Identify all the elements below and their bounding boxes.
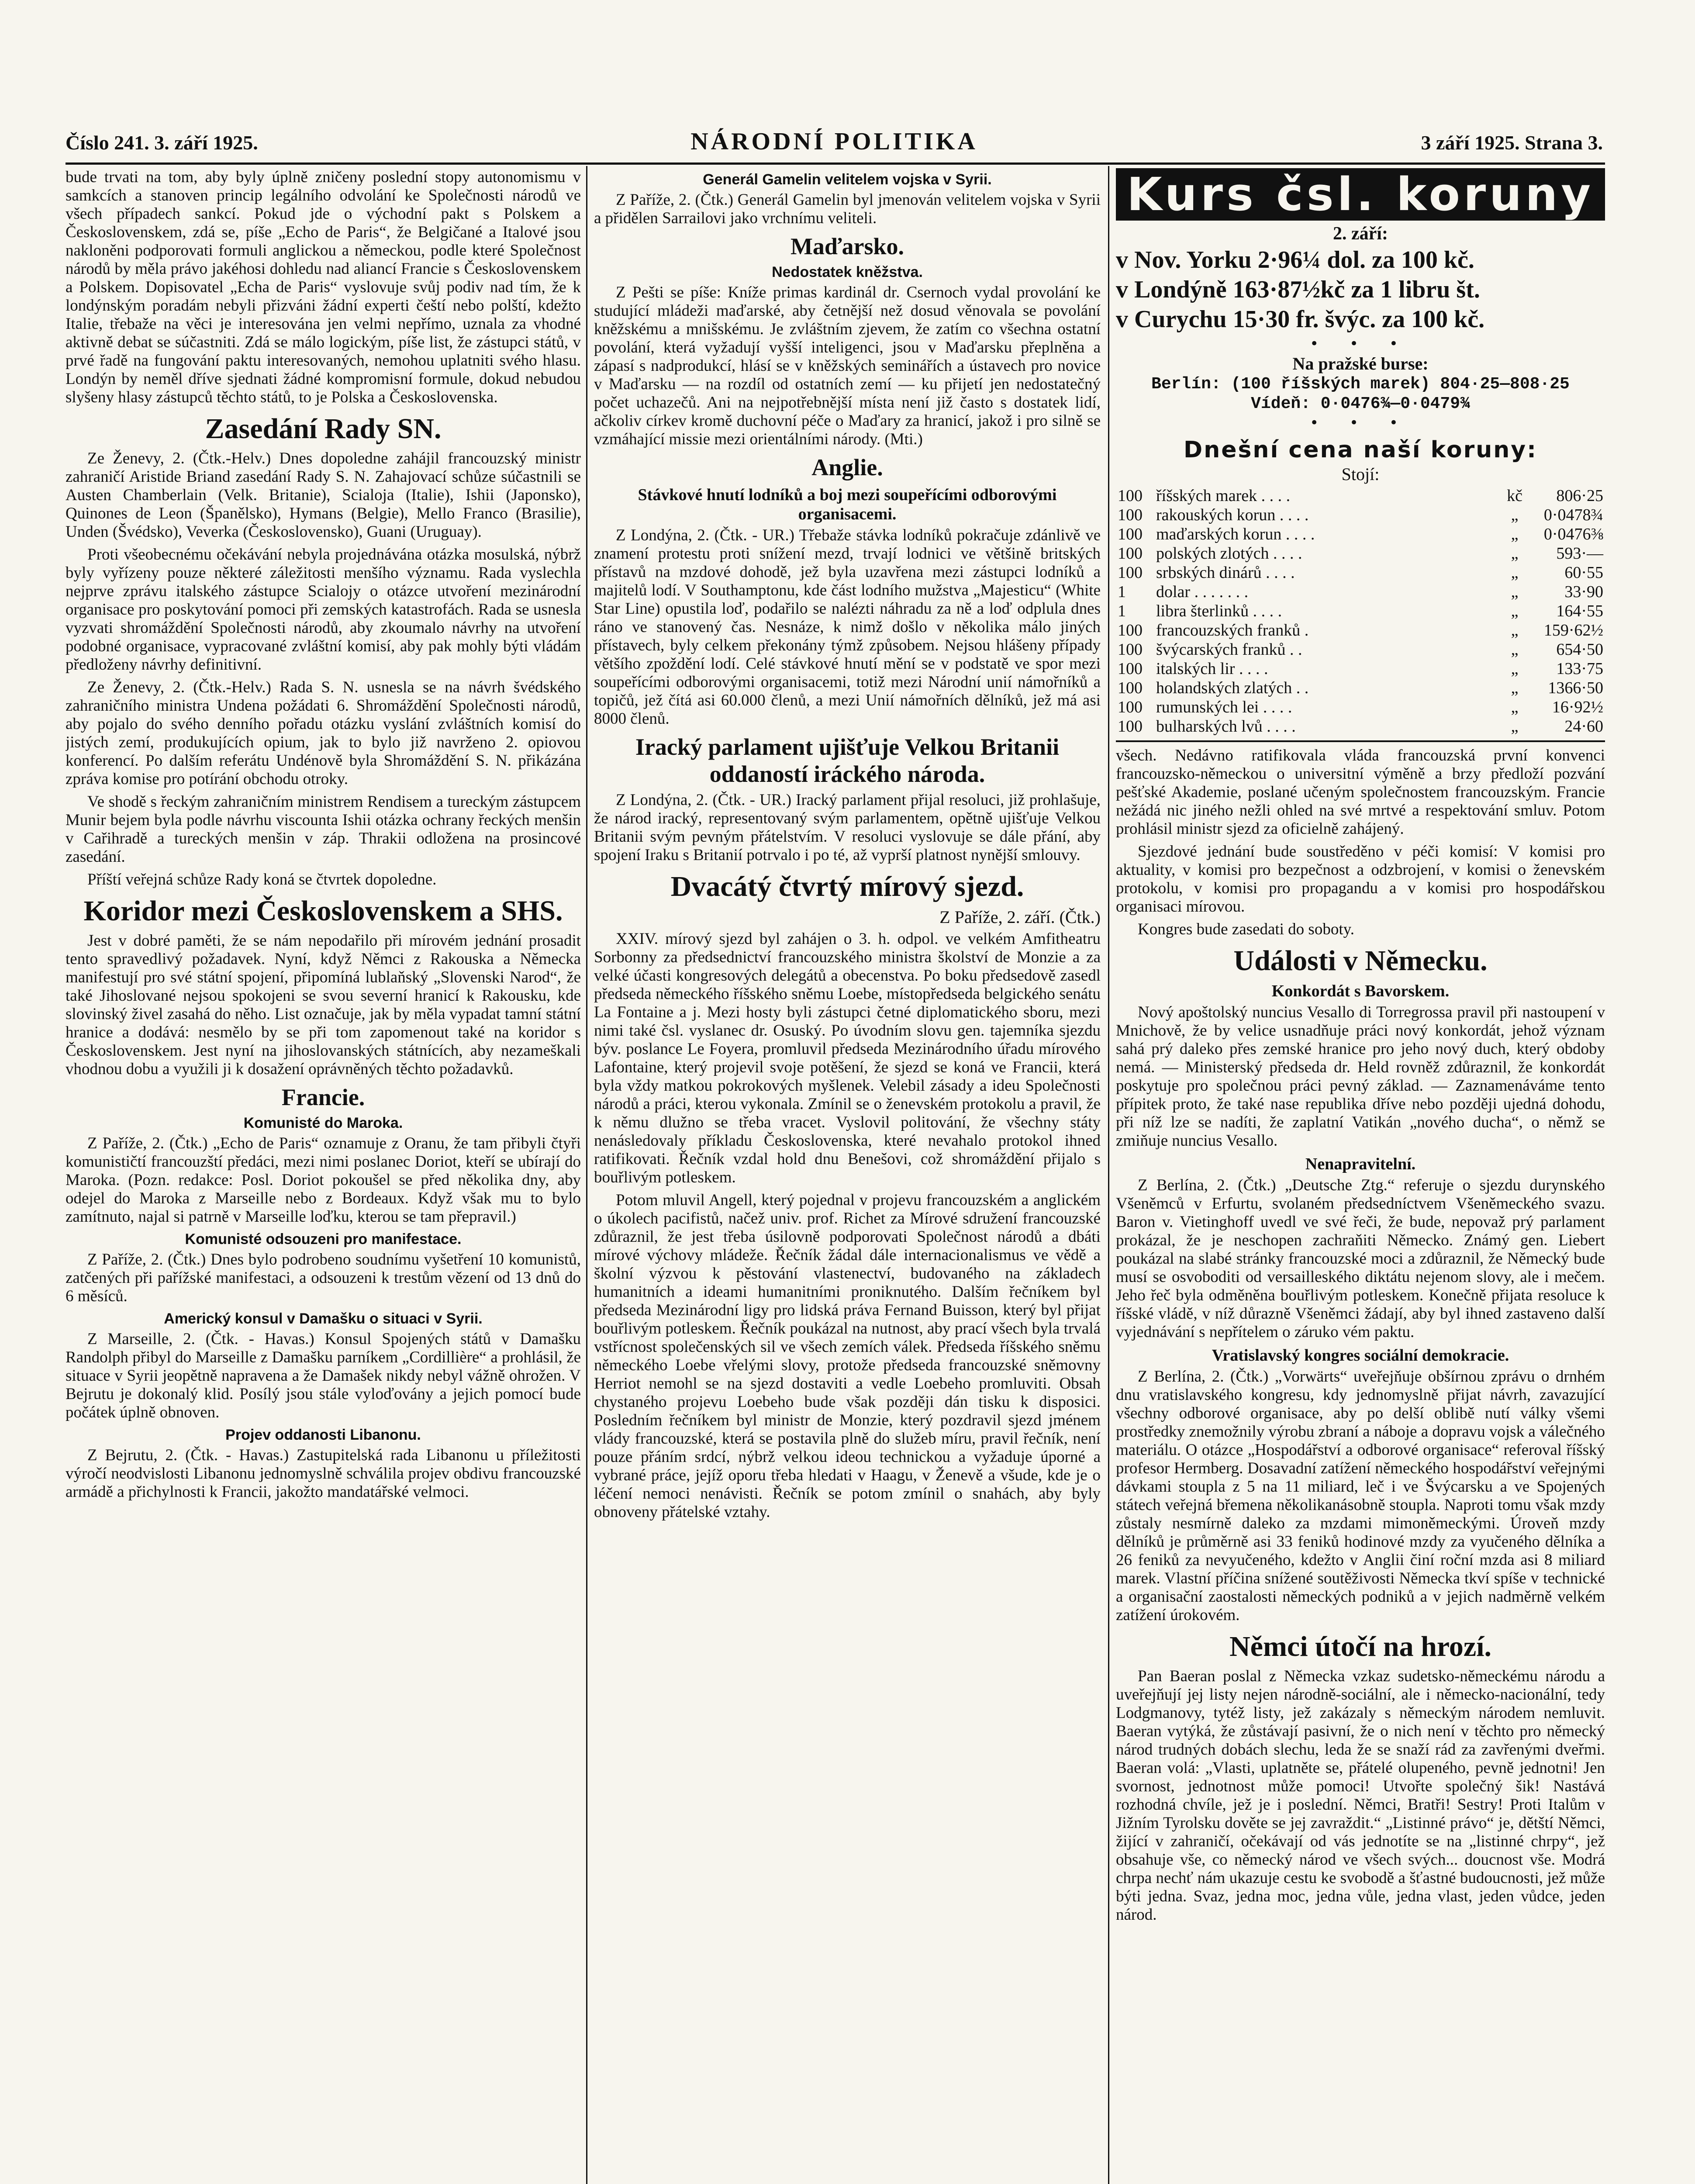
table-row xyxy=(1116,621,1605,640)
burse-berlin: Berlín: (100 říšských marek) 804·25—808·25 xyxy=(1151,375,1570,394)
article-paragraph: Ze Ženevy, 2. (Čtk.-Helv.) Rada S. N. usnesla se na návrh švédského zahraničního ministra Undena požádati 6. Shromáždění Společnosti národů, aby pojalo do svého denního pořadu otázku vyslání zvláštních komisí do jistých zemí, produkujících opium, jak to bylo již navrženo 2. opiovou konferencí. Po dalším referátu Undénově byla Shromáždění S. N. přikázána zpráva komise pro potírání obchodu otroky. xyxy=(66,678,581,788)
section-rule xyxy=(1116,740,1605,742)
newspaper-title: NÁRODNÍ POLITIKA xyxy=(690,128,978,155)
rate-currency: libra šterlinků . . . . xyxy=(1156,602,1282,620)
stoji-label: Stojí: xyxy=(1341,464,1380,484)
rate-currency: švýcarských franků . . xyxy=(1156,640,1302,659)
rate-amount: 100 xyxy=(1118,487,1143,505)
header-rule xyxy=(66,162,1605,165)
page-header xyxy=(66,128,1603,162)
rate-currency: italských lir . . . . xyxy=(1156,660,1268,678)
article-paragraph: Z Paříže, 2. (Čtk.) Dnes bylo podrobeno soudnímu vyšetření 10 komunistů, zatčených při pařížské manifestaci, a odsouzeni k trestům vězení od 13 dnů do 6 měsíců. xyxy=(66,1251,581,1305)
article-paragraph: Kongres bude zasedati do soboty. xyxy=(1138,920,1354,938)
subhead-stavka: Stávkové hnutí lodníků a boj mezi soupeřícími odborovými organisacemi. xyxy=(638,486,1057,523)
article-paragraph: Ve shodě s řeckým zahraničním ministrem Rendisem a tureckým zástupcem Munir bejem byla podle návrhu viscounta Ishii otázka ochrany řeckých menšin v Cařihradě a tureckých menšin v záp. Thrakii odložena na prosincové zasedání. xyxy=(66,793,581,866)
table-row xyxy=(1116,678,1605,698)
rate-unit: „ xyxy=(1511,544,1519,563)
kurs-new-york: v Nov. Yorku 2·96¼ dol. za 100 kč. xyxy=(1116,246,1474,273)
rate-amount: 100 xyxy=(1118,698,1143,716)
rate-value: 164·55 xyxy=(1556,602,1603,620)
rate-unit: „ xyxy=(1511,563,1519,582)
rate-amount: 100 xyxy=(1118,563,1143,582)
kurs-zurich: v Curychu 15·30 fr. švýc. za 100 kč. xyxy=(1116,306,1485,333)
rate-value: 593·— xyxy=(1556,544,1603,563)
column-middle xyxy=(594,168,1101,2184)
headline-irak: Iracký parlament ujišťuje Velkou Britanii oddaností iráckého národa. xyxy=(635,734,1060,787)
rate-unit: „ xyxy=(1511,525,1519,543)
rate-unit: „ xyxy=(1511,660,1519,678)
rate-amount: 100 xyxy=(1118,621,1143,639)
table-row xyxy=(1116,582,1605,601)
article-paragraph: XXIV. mírový sjezd byl zahájen o 3. h. odpol. ve velkém Amfitheatru Sorbonny za předsednictví francouzského ministra školství de Monzie a za velké účasti kongresových delegátů a obecenstva. Po boku předsedově zasedl předseda německého říšského sněmu Loebe, místopředseda belgického senátu La Fontaine a j. Mezi hosty byli zástupci četné diplomatického sboru, mezi nimi také čsl. vyslanec dr. Osuský. Po úvodním slovu gen. tajemníka sjezdu býv. poslance Le Foyera, promluvil předseda Mezinárodního úřadu mírového Lafontaine, který projevil svoje potěšení, že sjezd se koná ve Francii, která byla vždy matkou pokrokových myšlenek. Velebil zásady a ideu Společnosti národů a práci, kterou vykonala. Zmínil se o ženevském protokolu a pravil, že k němu dlužno se třeba vracet. Vyslovil politování, že všechny státy nenásledovaly příkladu Československa, které nevahalo protokol ihned ratifikovati. Řečník vzdal hold dnu Benešovi, což shromáždění přijalo s bouřlivým potleskem. xyxy=(594,930,1101,1186)
rate-value: 60·55 xyxy=(1564,563,1603,582)
table-row xyxy=(1116,717,1605,736)
article-paragraph: Z Marseille, 2. (Čtk. - Havas.) Konsul Spojených států v Damašku Randolph přibyl do Marseille z Damašku parníkem „Cordillière“ a prohlásil, že situace v Syrii jeopětně napravena a že Damašek nikdy nebyl vážně ohrožen. V Bejrutu je dokonalý klid. Posílý jsou stále vyloďovány a jejich pomocí bude počátek úplně obnoven. xyxy=(66,1330,581,1421)
rate-value: 16·92½ xyxy=(1552,698,1603,716)
rate-amount: 100 xyxy=(1118,679,1143,697)
headline-mirovy-sjezd: Dvacátý čtvrtý mírový sjezd. xyxy=(670,871,1024,902)
rate-value: 1366·50 xyxy=(1548,679,1603,697)
headline-rada-sn: Zasedání Rady SN. xyxy=(205,413,442,445)
rate-value: 0·0476⅜ xyxy=(1543,525,1603,543)
dateline: Z Paříže, 2. září. (Čtk.) xyxy=(939,907,1101,927)
section-anglie: Anglie. xyxy=(811,454,883,480)
rate-value: 806·25 xyxy=(1556,487,1603,505)
separator-dots: • • • xyxy=(1310,414,1411,432)
kurs-date: 2. září: xyxy=(1333,224,1388,244)
article-paragraph: všech. Nedávno ratifikovala vláda francouzská první konvenci francouzsko-německou o universitní výměně a brzy předloží pozvání pešťské Akademie, poslané učeným společnostem francouzským. Francie nežádá nic jiného nežli ohled na své mrtvé a respektování smluv. Potom prohlásil ministr sjezd za oficielně zahájený. xyxy=(1116,746,1605,838)
article-paragraph: Z Londýna, 2. (Čtk. - UR.) Iracký parlament přijal resoluci, již prohlašuje, že národ iracký, representovaný svým parlamentem, opětně ujišťuje Velkou Britanii svým pevným přátelstvím. V resoluci vyslovuje se dále přání, aby spojení Iraku s Britanií potrvalo i po té, až vyprší platnost nynější smlouvy. xyxy=(594,791,1101,864)
table-row xyxy=(1116,525,1605,544)
headline-nemci-utoci: Němci útočí na hrozí. xyxy=(1229,1631,1492,1662)
rate-currency: říšských marek . . . . xyxy=(1156,487,1291,505)
rate-value: 159·62½ xyxy=(1543,621,1603,639)
article-paragraph: Z Londýna, 2. (Čtk. - UR.) Třebaže stávka lodníků pokračuje zdánlivě ve znamení protestu proti snížení mezd, trvají lodnici ve většině britských přístavů na mzdové dohodě, jež byla uzavřena mezi zástupci lodníků a majitelů lodí. V Southamptonu, kde část lodního mužstva „Majesticu“ (White Star Line) opustila loď, podařilo se nalézti náhradu za ně a loď odplula dnes ráno ve stanovený čas. Nesnáze, k nimž došlo v několika málo jiných přístavech, byly celkem překonány týmž způsobem. Nejsou hlášeny případy většího zpoždění lodí. Celé stávkové hnutí mění se v podstatě ve spor mezi soupeřícími odborovými organisacemi, totiž mezi Národní unií námořníků a topičů, jež čítá asi 60.000 členů, a mezi Unií námořních dělníků, jež má asi 8000 členů. xyxy=(594,526,1101,728)
section-madarsko: Maďarsko. xyxy=(790,233,904,259)
subhead-vratislav: Vratislavský kongres sociální demokracie. xyxy=(1212,1346,1509,1365)
article-paragraph: Z Berlína, 2. (Čtk.) „Vorwärts“ uveřejňuje obšírnou zprávu o drnhém dnu vratislavského kongresu, kdy jednomyslně přijat návrh, zavazující všechny odborové organisace, aby po delší oblibě nutí války všemi prostředky znemožnily výrobu zbraní a náboje a dopravu vojsk a válečného materiálu. O otázce „Hospodářství a odborové organisace“ referoval říšský profesor Hermberg. Dosavadní zatížení německého hospodářství veřejnými dávkami stoupla z 5 na 11 miliard, leč i ve Švýcarsku a ve Spojených státech veřejná břemena několikanásobně stoupla. Naproti tomu však mzdy zůstaly nesmírně daleko za mzdami mimoněmeckými. Úroveň mzdy dělníků je průměrně asi 33 feniků hodinové mzdy za vyučeného dělníka a 26 feniků za nevyučeného, kdežto v Anglii činí roční mzda asi 8 miliard marek. Vlastní příčina snížené soutěživosti Německa tkví spíše v technické a organisační zaostalosti německých podniků a v jejich nadměrně velkém zatížení úrokovém. xyxy=(1116,1368,1605,1624)
rate-currency: holandských zlatých . . xyxy=(1156,679,1309,697)
article-continuation: bude trvati na tom, aby byly úplně zničeny poslední stopy autonomismu v samkcích a stanoven princip legálního odvolání ke Společnosti národů ve všech případech sankcí. Pokud jde o východní pakt s Polskem a Československem, zdá se, píše „Echo de Paris“, že Belgičané a Italové jsou nakloněni podporovati formuli anglickou a německou, podle které Společnost národů by měla právo jakéhosi dohledu nad aliancí Francie s Československem a Polskem. Dopisovatel „Echa de Paris“ vyslovuje svůj podiv nad tím, že k londýnským poradám nebyli přizváni žádní experti čeští nebo polští, kdežto Italie, třebaže na věci je interesována jen velmi nepřímo, uznala za vhodné aktivně debat se súčastniti. Zdá se málo logickým, píše list, že zástupci států, v prvé řadě na fungování paktu interesovaných, nemohou uplatniti svého hlasu. Londýn by neměl dříve sjednati žádné kompromisní formule, dokud nebudou slyšeny hlasy zástupců těchto států, to je Polska a Československa. xyxy=(66,168,581,406)
subhead-libanon: Projev oddanosti Libanonu. xyxy=(225,1427,421,1443)
article-paragraph: Sjezdové jednání bude soustředěno v péči komisí: V komisi pro aktuality, v komisi pro bezpečnost a odzbrojení, v komisi o ženevském protokolu, v komisi pro propagandu a v komisi pro hospodářskou organisaci mírovou. xyxy=(1116,843,1605,916)
rate-amount: 100 xyxy=(1118,544,1143,563)
subhead-knezstva: Nedostatek kněžstva. xyxy=(772,264,923,280)
burse-viden: Vídeň: 0·0476¾—0·0479¾ xyxy=(1251,394,1470,413)
article-paragraph: Potom mluvil Angell, který pojednal v projevu francouzském a anglickém o úkolech pacifistů, načež univ. prof. Richet za Mírové sdružení francouzské zdůraznil, že jest třeba úsilovně podporovati Společnost národů a dbáti mírové výchovy mládeže. Řečník žádal dále internacionalismus ve vědě a školní výzvou k pěstování vlastenectví, budovaného na základech humanitních a ideami humanitními proniknutého. Dalším řečníkem byl předseda Mezinárodní ligy pro lidská práva Fernand Buisson, který byl přijat bouřlivým potleskem. Řečník poukázal na nutnost, aby prací všech byla trvalá vstřícnost společenských sil ve všech zemích válek. Předseda říšského sněmu německého Loebe vřelými slovy, protože předseda francouzské sněmovny Herriot nemohl se na sjezd dostaviti a vedle Loebeho promluviti. Obsah chystaného projevu Loebeho bude však později dán tisku k disposici. Posledním řečníkem byl ministr de Monzie, který pozdravil sjezd jménem vlády francouzské, která se postavila plně do služeb míru, pravil řečník, není pouze přáním srdcí, nýbrž velkou ideou technickou a vyžaduje úporné a vybrané práce, jejíž oporu třeba hledati v Haagu, v Ženevě a všude, kde je o léčení nemoci nenávisti. Řečník se potom zmínil o snahách, aby byly obnoveny přátelské vztahy. xyxy=(594,1191,1101,1521)
kurs-london: v Londýně 163·87½kč za 1 libru št. xyxy=(1116,276,1480,303)
rate-unit: „ xyxy=(1511,698,1519,716)
article-paragraph: Nový apoštolský nuncius Vesallo di Torregrossa pravil při nastoupení v Mnichově, že by velice usnadňuje práci nový konkordát, jehož význam sahá prý daleko přes zemské hranice pro jeho nový duch, který obdoby nemá. — Ministerský předseda dr. Held rovněž zdůraznil, že konkordát poskytuje pro společnou práci pevný základ. — Zaznamenáváme tento přípitek proto, že také nase republika dříve nebo později ujedná dohodu, při níž lze se nadíti, že zaplatní Vatikán „nového ducha“, o němž se zmiňuje nuncius Vesallo. xyxy=(1116,1003,1605,1150)
column-right xyxy=(1116,168,1605,2184)
subhead-nenapravitelni: Nenapravitelní. xyxy=(1305,1155,1416,1173)
rate-currency: srbských dinárů . . . . xyxy=(1156,563,1295,582)
article-paragraph: Z Pešti se píše: Kníže primas kardinál dr. Csernoch vydal provolání ke studující mládeži maďarské, aby četnější než dosud věnovala se povolání kněžskému a mnišskému. Je zvláštním zjevem, že zatím co všechna ostatní povolání, která vyžadují vyšší inteligenci, jsou v Maďarsku přeplněna a zápasí s nadprodukcí, hlásí se v kněžských seminářích a ústavech pro novice v Maďarsku — na rozdíl od ostatních zemí — ku přijetí jen nedostatečný počet uchazečů. Ani na nejpotřebnější místa není již často s dostatek lidí, ačkoliv církev kromě duchovní péče o Maďary za hranicí, jakož i pro silně se vzmáhající missie mezi orientálními národy. (Mti.) xyxy=(594,283,1101,448)
rate-amount: 100 xyxy=(1118,525,1143,543)
article-paragraph: Pan Baeran poslal z Německa vzkaz sudetsko-německému národu a uveřejňují jej listy nejen národně-sociální, ale i německo-nacionální, tedy Lodgmanovy, tytéž listy, jež zakázaly s německým národem nemluvit. Baeran vytýká, že zůstávají pasivní, že o nich není v těchto pro německý národ trudných dobách slechu, leda že se snaží rád za zavřenými dveřmi. Baeran volá: „Vlasti, uplatněte se, přátelé olupeného, pevně jednotni! Jen svornost, jednotnost může pomoci! Utvořte společný šik! Nastává rozhodná chvíle, jež je i poslední. Němci, Bratři! Sestry! Proti Italům v Jižním Tyrolsku dověte se jej zavraždit.“ „Listinné právo“ je, dětští Němci, žijící v zahraničí, očekávají od vás jednotíte se na „listinné chrpy“, jež obsahuje vše, co německý národ ve všech svých... doucnost vše. Modrá chrpa nechť nám ukazuje cestu ke svobodě a šťastné budoucnosti, jež může býti jedna. Svaz, jedna moc, jedna vůle, jedna vlast, jeden vůdce, jeden národ. xyxy=(1116,1667,1605,1924)
subhead-maroko: Komunisté do Maroka. xyxy=(243,1115,403,1131)
table-row xyxy=(1116,505,1605,525)
cena-koruny-title: Dnešní cena naší koruny: xyxy=(1184,437,1537,463)
subhead-konsul: Americký konsul v Damašku o situaci v Syrii. xyxy=(164,1310,483,1327)
table-row xyxy=(1116,698,1605,717)
rate-unit: „ xyxy=(1511,640,1519,659)
rate-amount: 100 xyxy=(1118,660,1143,678)
rate-unit: „ xyxy=(1511,583,1519,601)
rate-amount: 100 xyxy=(1118,717,1143,736)
article-paragraph: Ze Ženevy, 2. (Čtk.-Helv.) Dnes dopoledne zahájil francouzský ministr zahraničí Aristide Briand zasedání Rady S. N. Zahajovací schůze súčastnili se Austen Chamberlain (Velk. Britanie), Scialoja (Italie), Ishii (Japonsko), Quinones de Leon (Španělsko), Hymans (Belgie), Mello Franco (Brasilie), Unden (Švédsko), Veverka (Československo), Guani (Uruguay). xyxy=(66,449,581,541)
article-paragraph: Jest v dobré paměti, že se nám nepodařilo při mírovém jednání prosadit tento spravedlivý požadavek. Nyní, když Němci z Rakouska a Německa manifestují pro své státní spojení, připomíná lublaňský „Slovenski Narod“, že také Jihoslované nejsou spokojeni se svou severní hranicí k Rakousku, kde slovinský živel zasahá do něho. List označuje, jak by měla vypadat tamní státní hranice a dodává: nesmělo by se při tom zapomenout také na koridor s Československem. Jest nyní na jihoslovanských státnících, aby nezameškali vhodnou dobu a využili ji k dosažení oprávněných těchto požadavků. xyxy=(66,932,581,1078)
article-paragraph: Z Berlína, 2. (Čtk.) „Deutsche Ztg.“ referuje o sjezdu durynského Všeněmců v Erfurtu, svolaném předsedníctvem Všeněmeckého svazu. Baron v. Vietinghoff uvedl ve své řeči, že bude, nepovaž prý parlament prokázal, že je neschopen zachraňiti Německo. Známý gen. Liebert poukázal na slabé stránky francouzské moci a zdůraznil, že Německý bude musí se osvoboditi od versailleského diktátu nejenom slovy, ale i mečem. Jeho řeč byla odměněna bouřlivým potleskem. Konečně přijata resoluce k říšské vládě, v níž důrazně Všeněmci žádají, aby byl ihned zastaveno další vyjednávání s nepřítelem o záruko vém paktu. xyxy=(1116,1176,1605,1341)
burse-title: Na pražské burse: xyxy=(1292,354,1429,373)
article-paragraph: Proti všeobecnému očekávání nebyla projednávána otázka mosulská, nýbrž byly vyřízeny pouze některé záležitosti menšího významu. Rada vyslechla nejprve zprávu italského zástupce Scialojy o otázce utvoření mezinárodní organisace pro poskytování pomoci při zemských katastrofách. Rada se usnesla vyzvati shromáždění Společnosti národů, aby zkoumalo návrhy na utvoření podobné organisace, vypracované zvláštní komisí, aby pak mohly býti vládám předloženy návrhy definitivní. xyxy=(66,546,581,674)
table-row xyxy=(1116,601,1605,621)
rate-unit: kč xyxy=(1507,487,1522,505)
rate-currency: polských zlotých . . . . xyxy=(1156,544,1302,563)
rate-currency: maďarských korun . . . . xyxy=(1156,525,1315,543)
article-paragraph: Z Paříže, 2. (Čtk.) „Echo de Paris“ oznamuje z Oranu, že tam přibyli čtyři komunističtí francouzští předáci, mezi nimi poslanec Doriot, kteří se ubírají do Maroka. (Pozn. redakce: Posl. Doriot pokoušel se před několika dny, aby odejel do Maroka z Marseille nebo z Bordeaux. Když však mu to bylo zamítnuto, najal si patrně v Marseille loďku, kterou se tam přepravil.) xyxy=(66,1134,581,1226)
rate-value: 33·90 xyxy=(1564,583,1603,601)
page-date: 3 září 1925. Strana 3. xyxy=(1421,131,1603,154)
rate-unit: „ xyxy=(1511,679,1519,697)
table-row xyxy=(1116,486,1605,505)
table-row xyxy=(1116,563,1605,582)
table-row xyxy=(1116,640,1605,659)
table-row xyxy=(1116,544,1605,563)
column-left xyxy=(66,168,581,2184)
rate-currency: rumunských lei . . . . xyxy=(1156,698,1292,716)
separator-dots: • • • xyxy=(1310,335,1411,352)
subhead-gamelin: Generál Gamelin velitelem vojska v Syrii. xyxy=(703,171,992,188)
rate-value: 654·50 xyxy=(1556,640,1603,659)
rate-unit: „ xyxy=(1511,602,1519,620)
rate-unit: „ xyxy=(1511,621,1519,639)
subhead-konkordat: Konkordát s Bavorskem. xyxy=(1271,982,1450,1000)
rate-unit: „ xyxy=(1511,506,1519,524)
exchange-rates-table xyxy=(1116,486,1605,736)
rate-value: 0·0478¾ xyxy=(1543,506,1603,524)
kurs-koruny-banner: Kurs čsl. koruny xyxy=(1116,168,1605,221)
rate-value: 24·60 xyxy=(1564,717,1603,736)
article-paragraph: Příští veřejná schůze Rady koná se čtvrtek dopoledne. xyxy=(87,871,437,888)
rate-currency: francouzských franků . xyxy=(1156,621,1309,639)
table-row xyxy=(1116,659,1605,678)
subhead-odsouzeni: Komunisté odsouzeni pro manifestace. xyxy=(185,1231,462,1248)
rate-unit: „ xyxy=(1511,717,1519,736)
column-divider-1 xyxy=(586,166,587,2184)
rate-amount: 1 xyxy=(1118,583,1126,601)
rate-currency: bulharských lvů . . . . xyxy=(1156,717,1296,736)
headline-nemecko: Události v Německu. xyxy=(1233,945,1488,977)
headline-koridor: Koridor mezi Československem a SHS. xyxy=(83,895,563,927)
rate-currency: dolar . . . . . . . xyxy=(1156,583,1249,601)
rate-amount: 1 xyxy=(1118,602,1126,620)
column-divider-2 xyxy=(1108,166,1109,2184)
rate-amount: 100 xyxy=(1118,506,1143,524)
rate-currency: rakouských korun . . . . xyxy=(1156,506,1309,524)
rate-value: 133·75 xyxy=(1556,660,1603,678)
article-paragraph: Z Bejrutu, 2. (Čtk. - Havas.) Zastupitelská rada Libanonu u příležitosti výročí neodvislosti Libanonu jednomyslně schválila projev obdivu francouzské armádě a přichylnosti k Francii, jakožto mandatářské velmoci. xyxy=(66,1446,581,1501)
article-paragraph: Z Paříže, 2. (Čtk.) Generál Gamelin byl jmenován velitelem vojska v Syrii a přidělen Sarrailovi jako vrchnímu veliteli. xyxy=(594,191,1101,227)
issue-number: Číslo 241. 3. září 1925. xyxy=(66,131,258,154)
section-francie: Francie. xyxy=(281,1084,365,1110)
rate-amount: 100 xyxy=(1118,640,1143,659)
